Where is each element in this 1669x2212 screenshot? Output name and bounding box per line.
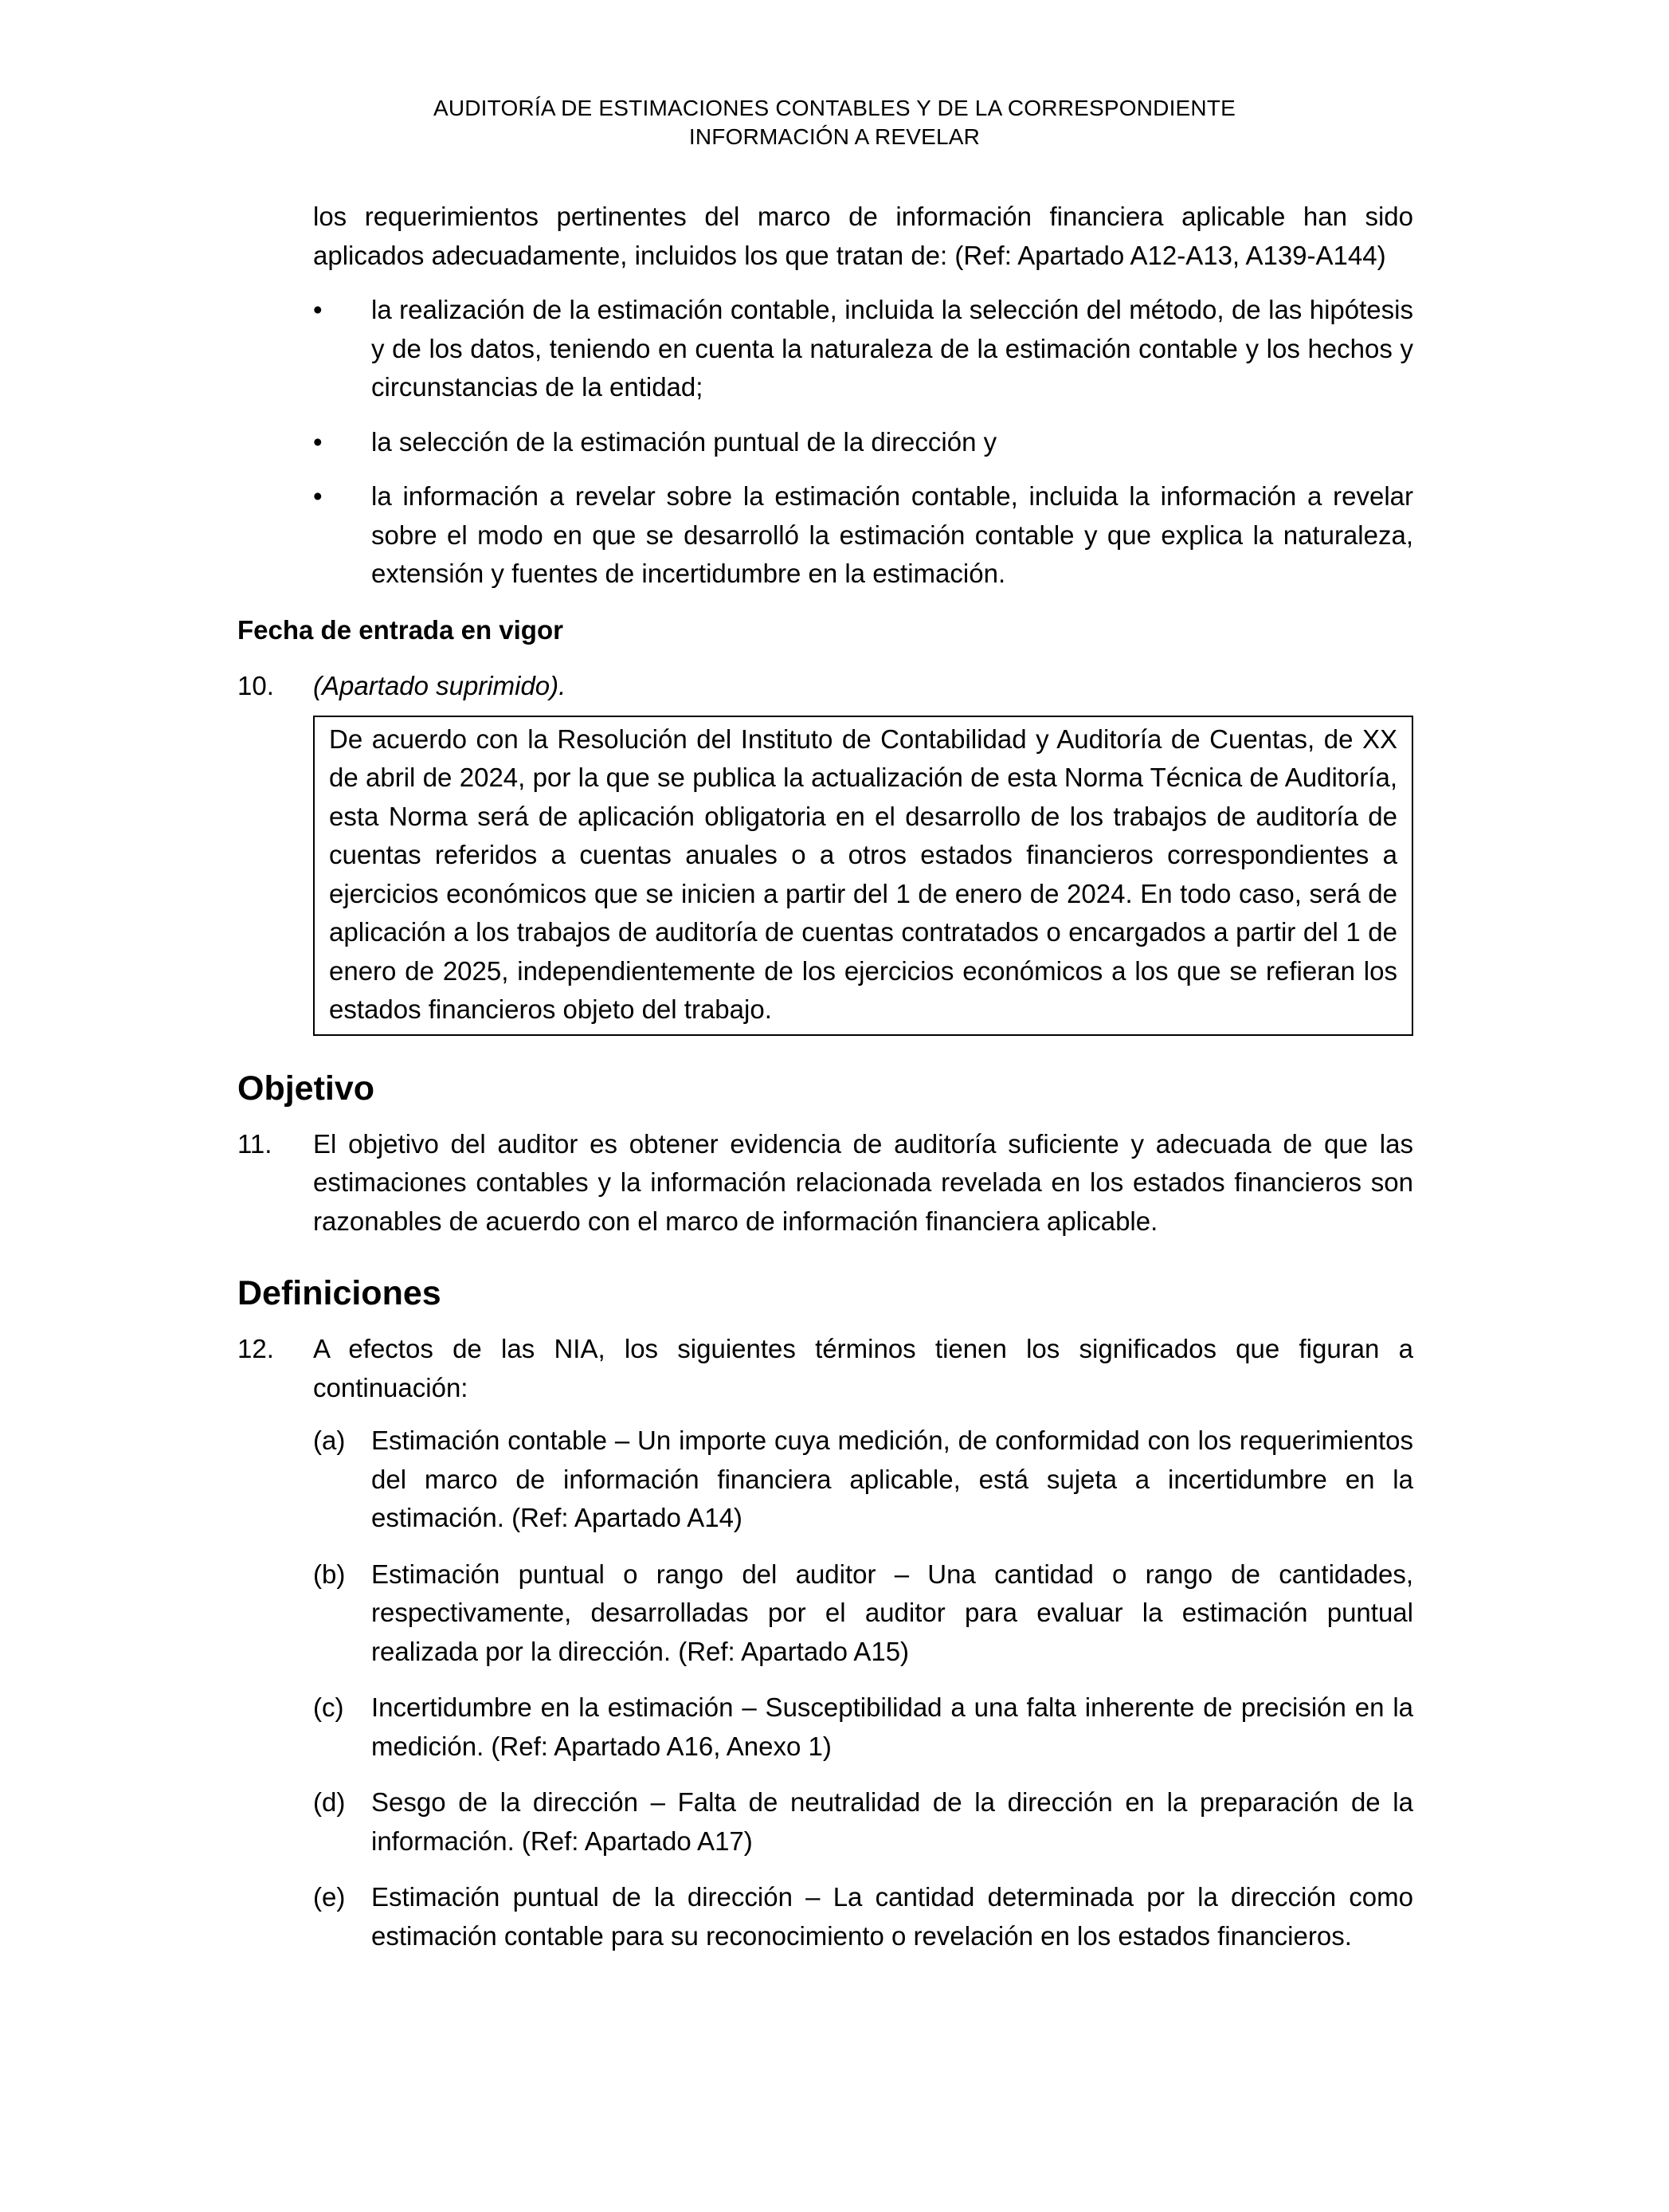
definitions-list	[237, 1422, 1413, 1955]
boxed-note: De acuerdo con la Resolución del Instituto de Contabilidad y Auditoría de Cuentas, de XX de abril de 2024, por la que se publica la actualización de esta Norma Técnica de Auditoría, esta Norma será de aplicación obligatoria en el desarrollo de los trabajos de auditoría de cuentas referidos a cuentas anuales o a otros estados financieros correspondientes a ejercicios económicos que se inicien a partir del 1 de enero de 2024. En todo caso, será de aplicación a los trabajos de auditoría de cuentas contratados o encargados a partir del 1 de enero de 2025, independientemente de los ejercicios económicos a los que se refieran los estados financieros objeto del trabajo.	[313, 716, 1413, 1036]
list-item	[237, 1688, 1413, 1766]
paragraph-number: 10.	[237, 671, 274, 700]
paragraph-text: El objetivo del auditor es obtener evidencia de auditoría suficiente y adecuada de que las estimaciones contables y la información relacionada revelada en los estados financieros son razonables de acuerdo con el marco de información financiera aplicable.	[313, 1128, 1413, 1236]
definition-text: Estimación puntual de la dirección – La cantidad determinada por la dirección como estimación contable para su reconocimiento o revelación en los estados financieros.	[371, 1882, 1413, 1951]
paragraph-number: 12.	[237, 1334, 274, 1363]
definitions-heading: Definiciones	[237, 1274, 441, 1312]
list-item	[237, 291, 1413, 407]
bullet-text: la selección de la estimación puntual de la dirección y	[371, 426, 997, 457]
bullet-marker: •	[313, 481, 323, 511]
definition-label: (a)	[313, 1426, 346, 1455]
paragraph-12	[237, 1330, 1413, 1407]
definition-label: (d)	[313, 1787, 346, 1817]
objective-heading: Objetivo	[237, 1069, 375, 1108]
paragraph-text: (Apartado suprimido).	[313, 671, 566, 700]
bullet-text: la información a revelar sobre la estimación contable, incluida la información a revelar sobre el modo en que se desarrolló la estimación contable y que explica la naturaleza, extensión y fuentes de incertidumbre en la estimación.	[371, 481, 1413, 588]
running-header-line-2: INFORMACIÓN A REVELAR	[688, 124, 981, 149]
intro-paragraph: los requerimientos pertinentes del marco de información financiera aplicable han sido aplicados adecuadamente, incluidos los que tratan de: (Ref: Apartado A12-A13, A139-A144)	[313, 202, 1413, 270]
paragraph-number: 11.	[237, 1128, 272, 1159]
effective-date-heading: Fecha de entrada en vigor	[237, 614, 563, 645]
definition-label: (b)	[313, 1559, 346, 1589]
paragraph-11	[237, 1125, 1413, 1241]
list-item	[237, 1555, 1413, 1672]
list-item	[237, 1878, 1413, 1955]
definition-text: Estimación contable – Un importe cuya medición, de conformidad con los requerimientos del marco de información financiera aplicable, está sujeta a incertidumbre en la estimación. (Ref: Apartado A14)	[371, 1426, 1413, 1532]
definition-text: Sesgo de la dirección – Falta de neutralidad de la dirección en la preparación de la información. (Ref: Apartado A17)	[371, 1787, 1413, 1856]
paragraph-text: A efectos de las NIA, los siguientes términos tienen los significados que figuran a continuación:	[313, 1334, 1413, 1402]
definition-label: (e)	[313, 1882, 346, 1912]
requirements-bullet-list	[237, 291, 1413, 594]
list-item	[237, 477, 1413, 594]
running-header-line-1: AUDITORÍA DE ESTIMACIONES CONTABLES Y DE LA CORRESPONDIENTE	[433, 96, 1236, 120]
running-header	[0, 94, 1669, 151]
bullet-marker: •	[313, 426, 323, 457]
list-item	[237, 1783, 1413, 1861]
paragraph-10	[237, 667, 1413, 706]
definition-text: Incertidumbre en la estimación – Susceptibilidad a una falta inherente de precisión en la medición. (Ref: Apartado A16, Anexo 1)	[371, 1692, 1413, 1761]
bullet-text: la realización de la estimación contable, incluida la selección del método, de las hipótesis y de los datos, teniendo en cuenta la naturaleza de la estimación contable y los hechos y circunstancias de la entidad;	[371, 295, 1413, 402]
document-body	[237, 198, 1413, 1973]
definition-label: (c)	[313, 1692, 344, 1722]
list-item	[237, 1422, 1413, 1538]
bullet-marker: •	[313, 295, 323, 324]
definition-text: Estimación puntual o rango del auditor – Una cantidad o rango de cantidades, respectivamente, desarrolladas por el auditor para evaluar la estimación puntual realizada por la dirección. (Ref: Apartado A15)	[371, 1559, 1413, 1666]
list-item	[237, 423, 1413, 462]
